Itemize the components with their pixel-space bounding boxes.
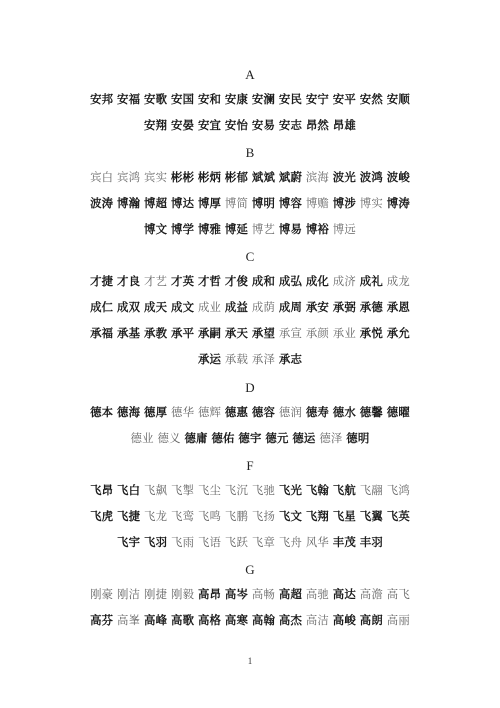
name-entry: 成和	[251, 274, 276, 288]
name-row	[0, 352, 500, 366]
section-heading: D	[245, 380, 255, 395]
name-entry: 成化	[305, 274, 330, 288]
name-entry: 滨海	[305, 170, 330, 184]
name-entry: 德华	[170, 405, 195, 419]
name-entry: 德水	[332, 405, 356, 419]
name-entry: 承天	[224, 326, 249, 340]
name-entry: 飞虎	[90, 509, 114, 523]
name-entry: 飞昂	[90, 483, 114, 497]
name-entry: 波峻	[386, 170, 410, 184]
name-entry: 飞文	[278, 509, 303, 523]
name-entry: 安国	[170, 92, 195, 106]
section-heading: F	[246, 458, 254, 473]
name-entry: 博裕	[305, 222, 330, 236]
name-entry: 承教	[144, 326, 168, 340]
name-row	[0, 92, 500, 106]
name-entry: 飞掣	[170, 483, 195, 497]
name-entry: 刚洁	[117, 587, 141, 601]
name-row	[0, 509, 500, 523]
name-row	[0, 613, 500, 627]
name-entry: 承弼	[332, 300, 356, 314]
name-entry: 安澜	[251, 92, 276, 106]
name-entry: 承嗣	[197, 326, 222, 340]
name-entry: 飞尘	[197, 483, 222, 497]
name-entry: 承泽	[251, 352, 276, 366]
name-entry: 飞鸣	[197, 509, 222, 523]
name-entry: 博简	[224, 196, 249, 210]
section-heading: A	[245, 67, 255, 82]
name-entry: 承安	[305, 300, 330, 314]
name-entry: 德泽	[319, 431, 343, 445]
name-entry: 德曜	[386, 405, 410, 419]
name-entry: 博超	[144, 196, 168, 210]
name-entry: 高杰	[278, 613, 303, 627]
name-entry: 才英	[170, 274, 195, 288]
name-entry: 高岑	[224, 587, 249, 601]
name-entry: 安晏	[170, 118, 195, 132]
name-row	[0, 196, 500, 210]
name-entry: 高达	[332, 587, 356, 601]
name-entry: 宾白	[90, 170, 114, 184]
name-entry: 博艺	[251, 222, 276, 236]
name-entry: 波涛	[90, 196, 114, 210]
name-entry: 高澹	[359, 587, 383, 601]
name-entry: 博瀚	[117, 196, 141, 210]
name-entry: 高超	[278, 587, 303, 601]
name-entry: 安邦	[90, 92, 114, 106]
name-entry: 承业	[332, 326, 356, 340]
name-entry: 飞雨	[170, 535, 195, 549]
name-entry: 安志	[278, 118, 303, 132]
name-entry: 成礼	[359, 274, 383, 288]
name-entry: 才良	[117, 274, 141, 288]
name-row	[0, 535, 500, 549]
name-entry: 德厚	[144, 405, 168, 419]
section-heading: G	[245, 562, 255, 577]
name-entry: 博达	[170, 196, 195, 210]
name-entry: 德惠	[224, 405, 249, 419]
name-entry: 成天	[144, 300, 168, 314]
name-entry: 安易	[251, 118, 276, 132]
name-entry: 成益	[224, 300, 249, 314]
name-entry: 德本	[90, 405, 114, 419]
name-entry: 德寿	[305, 405, 330, 419]
name-entry: 成周	[278, 300, 303, 314]
name-entry: 才俊	[224, 274, 249, 288]
name-entry: 飞星	[332, 509, 356, 523]
name-entry: 波鸿	[359, 170, 383, 184]
name-entry: 成弘	[278, 274, 303, 288]
name-entry: 高丽	[386, 613, 410, 627]
name-entry: 安宜	[197, 118, 222, 132]
name-entry: 飞白	[117, 483, 141, 497]
name-entry: 成仁	[90, 300, 114, 314]
name-row	[0, 431, 500, 445]
name-entry: 德业	[130, 431, 154, 445]
name-entry: 才捷	[90, 274, 114, 288]
name-entry: 成济	[332, 274, 356, 288]
name-entry: 承运	[197, 352, 222, 366]
name-entry: 昂然	[305, 118, 330, 132]
name-entry: 昂雄	[332, 118, 356, 132]
name-entry: 博厚	[197, 196, 222, 210]
name-entry: 德辉	[197, 405, 222, 419]
name-entry: 德运	[292, 431, 316, 445]
name-entry: 飞扬	[251, 509, 276, 523]
name-entry: 德容	[251, 405, 276, 419]
name-row	[0, 274, 500, 288]
name-entry: 飞英	[386, 509, 410, 523]
name-entry: 飞翮	[359, 483, 383, 497]
name-entry: 德馨	[359, 405, 383, 419]
name-entry: 博易	[278, 222, 303, 236]
name-entry: 斌蔚	[278, 170, 303, 184]
name-entry: 承德	[359, 300, 383, 314]
name-entry: 飞舟	[278, 535, 303, 549]
name-row	[0, 170, 500, 184]
name-entry: 高畅	[251, 587, 276, 601]
name-entry: 刚豪	[90, 587, 114, 601]
name-entry: 安顺	[386, 92, 410, 106]
section-heading: B	[245, 145, 255, 160]
name-entry: 刚捷	[144, 587, 168, 601]
name-entry: 宾鸿	[117, 170, 141, 184]
name-entry: 飞航	[332, 483, 356, 497]
name-entry: 安康	[224, 92, 249, 106]
name-row	[0, 326, 500, 340]
name-entry: 宾实	[144, 170, 168, 184]
name-entry: 承基	[117, 326, 141, 340]
name-entry: 飞翰	[305, 483, 330, 497]
name-entry: 高峰	[144, 613, 168, 627]
name-entry: 安福	[117, 92, 141, 106]
name-entry: 安翔	[144, 118, 168, 132]
name-entry: 高峻	[332, 613, 356, 627]
name-entry: 博远	[332, 222, 356, 236]
name-entry: 德元	[265, 431, 289, 445]
name-entry: 成荫	[251, 300, 276, 314]
name-entry: 博涉	[332, 196, 356, 210]
name-entry: 德海	[117, 405, 141, 419]
name-entry: 安歌	[144, 92, 168, 106]
name-entry: 飞语	[197, 535, 222, 549]
name-entry: 飞羽	[144, 535, 168, 549]
name-entry: 博容	[278, 196, 303, 210]
name-entry: 承允	[386, 326, 410, 340]
name-entry: 高飞	[386, 587, 410, 601]
name-entry: 高芬	[90, 613, 114, 627]
name-entry: 高翰	[251, 613, 276, 627]
name-entry: 安怡	[224, 118, 249, 132]
name-entry: 博涛	[386, 196, 410, 210]
name-entry: 波光	[332, 170, 356, 184]
name-entry: 才哲	[197, 274, 222, 288]
name-entry: 承恩	[386, 300, 410, 314]
name-entry: 成文	[170, 300, 195, 314]
name-entry: 飞翼	[359, 509, 383, 523]
name-entry: 博延	[224, 222, 249, 236]
name-entry: 飞鸾	[170, 509, 195, 523]
name-entry: 彬彬	[170, 170, 195, 184]
name-entry: 丰茂	[332, 535, 356, 549]
name-row	[0, 587, 500, 601]
name-entry: 飞宇	[117, 535, 141, 549]
name-entry: 高昂	[197, 587, 222, 601]
name-entry: 承望	[251, 326, 276, 340]
name-row	[0, 300, 500, 314]
name-entry: 德宇	[238, 431, 262, 445]
name-entry: 刚毅	[170, 587, 195, 601]
name-entry: 博文	[144, 222, 168, 236]
name-entry: 承颜	[305, 326, 330, 340]
name-entry: 飞光	[278, 483, 303, 497]
name-entry: 飞翔	[305, 509, 330, 523]
page-number: 1	[247, 656, 253, 666]
name-entry: 博赡	[305, 196, 330, 210]
name-entry: 安民	[278, 92, 303, 106]
name-entry: 安和	[197, 92, 222, 106]
name-entry: 高驰	[305, 587, 330, 601]
name-entry: 飞驰	[251, 483, 276, 497]
name-entry: 飞沉	[224, 483, 249, 497]
name-entry: 安然	[359, 92, 383, 106]
name-entry: 飞捷	[117, 509, 141, 523]
name-row	[0, 483, 500, 497]
name-row	[0, 118, 500, 132]
name-entry: 承悦	[359, 326, 383, 340]
name-entry: 成业	[197, 300, 222, 314]
name-entry: 飞飙	[144, 483, 168, 497]
name-entry: 博学	[170, 222, 195, 236]
name-entry: 飞鸿	[386, 483, 410, 497]
name-entry: 承志	[278, 352, 303, 366]
name-entry: 承福	[90, 326, 114, 340]
name-entry: 承平	[170, 326, 195, 340]
name-row	[0, 222, 500, 236]
name-entry: 飞鹏	[224, 509, 249, 523]
name-entry: 斌斌	[251, 170, 276, 184]
name-entry: 德佑	[211, 431, 235, 445]
section-heading: C	[245, 249, 255, 264]
name-entry: 风华	[305, 535, 330, 549]
name-entry: 德润	[278, 405, 303, 419]
name-entry: 成龙	[386, 274, 410, 288]
name-entry: 博雅	[197, 222, 222, 236]
name-entry: 飞章	[251, 535, 276, 549]
name-entry: 高峯	[117, 613, 141, 627]
name-entry: 安平	[332, 92, 356, 106]
name-entry: 德庸	[184, 431, 208, 445]
name-entry: 丰羽	[359, 535, 383, 549]
name-entry: 安宁	[305, 92, 330, 106]
name-entry: 高歌	[170, 613, 195, 627]
name-entry: 才艺	[144, 274, 168, 288]
name-entry: 德义	[157, 431, 181, 445]
name-entry: 承载	[224, 352, 249, 366]
name-entry: 承宣	[278, 326, 303, 340]
name-entry: 彬炳	[197, 170, 222, 184]
name-entry: 高格	[197, 613, 222, 627]
name-entry: 成双	[117, 300, 141, 314]
name-entry: 高寒	[224, 613, 249, 627]
name-entry: 博实	[359, 196, 383, 210]
name-entry: 彬郁	[224, 170, 249, 184]
name-row	[0, 405, 500, 419]
name-entry: 飞龙	[144, 509, 168, 523]
name-entry: 博明	[251, 196, 276, 210]
name-entry: 德明	[346, 431, 370, 445]
name-entry: 高朗	[359, 613, 383, 627]
name-entry: 高洁	[305, 613, 330, 627]
name-entry: 飞跃	[224, 535, 249, 549]
